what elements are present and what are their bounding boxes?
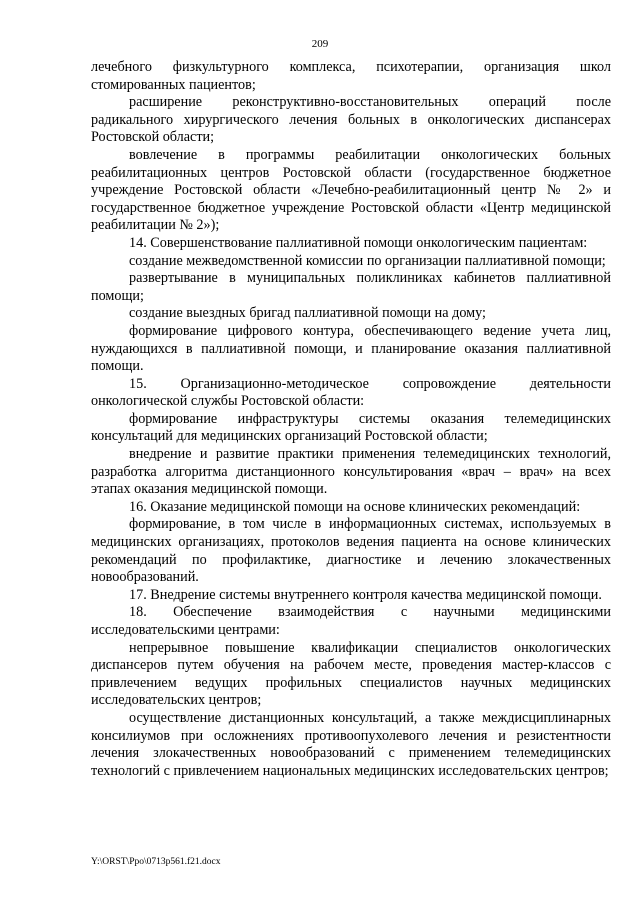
section-heading-17: 17. Внедрение системы внутреннего контроля качества медицинской помощи. (129, 586, 602, 603)
paragraph: создание межведомственной комиссии по организации паллиативной помощи; (129, 252, 606, 269)
paragraph: формирование цифрового контура, обеспечивающего ведение учета лиц, нуждающихся в паллиативной помощи, и планирование оказания паллиативной помощи. (91, 322, 611, 375)
paragraph: внедрение и развитие практики применения телемедицинских технологий, разработка алгоритма дистанционного консультирования «врач – врач» на всех этапах оказания медицинской помощи. (91, 446, 611, 498)
paragraph: осуществление дистанционных консультаций, а также междисциплинарных консилиумов при осложнениях противоопухолевого лечения и резистентности лечения злокачественных новообразований с применением телемедицинских технологий с привлечением национальных медицинских исследовательских центров; (91, 709, 611, 779)
paragraph: формирование, в том числе в информационных системах, используемых в медицинских организациях, протоколов ведения пациента на основе клинических рекомендаций по профилактике, диагностике и лечению злокачественных новообразований. (91, 516, 611, 586)
paragraph: создание выездных бригад паллиативной помощи на дому; (129, 305, 486, 322)
paragraph: непрерывное повышение квалификации специалистов онкологических диспансеров путем обучения на рабочем месте, проведения мастер-классов с привлечением ведущих профильных специалистов научных медицинских исследовательских центров; (91, 639, 611, 709)
paragraph: расширение реконструктивно-восстановительных операций после радикального хирургического лечения больных в онкологических диспансерах Ростовской области; (91, 94, 611, 146)
file-path-footer: Y:\ORST\Ppo\0713p561.f21.docx (91, 857, 221, 867)
page-number: 209 (311, 38, 329, 50)
section-heading-16: 16. Оказание медицинской помощи на основе клинических рекомендаций: (129, 498, 581, 515)
paragraph: вовлечение в программы реабилитации онкологических больных реабилитационных центров Ростовской области (государственное бюджетное учреждение Ростовской области «Лечебно-реабилитационный центр № 2» и государственное бюджетное учреждение Ростовской области «Центр медицинской реабилитации № 2»); (91, 146, 611, 234)
section-heading-15: 15. Организационно-методическое сопровождение деятельности онкологической службы Ростовской области: (91, 375, 611, 410)
document-body (91, 59, 611, 780)
paragraph: развертывание в муниципальных поликлиниках кабинетов паллиативной помощи; (91, 270, 611, 304)
section-heading-14: 14. Совершенствование паллиативной помощи онкологическим пациентам: (129, 234, 588, 251)
paragraph: лечебного физкультурного комплекса, психотерапии, организация школ стомированных пациентов; (91, 59, 611, 93)
paragraph: формирование инфраструктуры системы оказания телемедицинских консультаций для медицинских организаций Ростовской области; (91, 410, 611, 445)
section-heading-18: 18. Обеспечение взаимодействия с научными медицинскими исследовательскими центрами: (91, 604, 611, 638)
